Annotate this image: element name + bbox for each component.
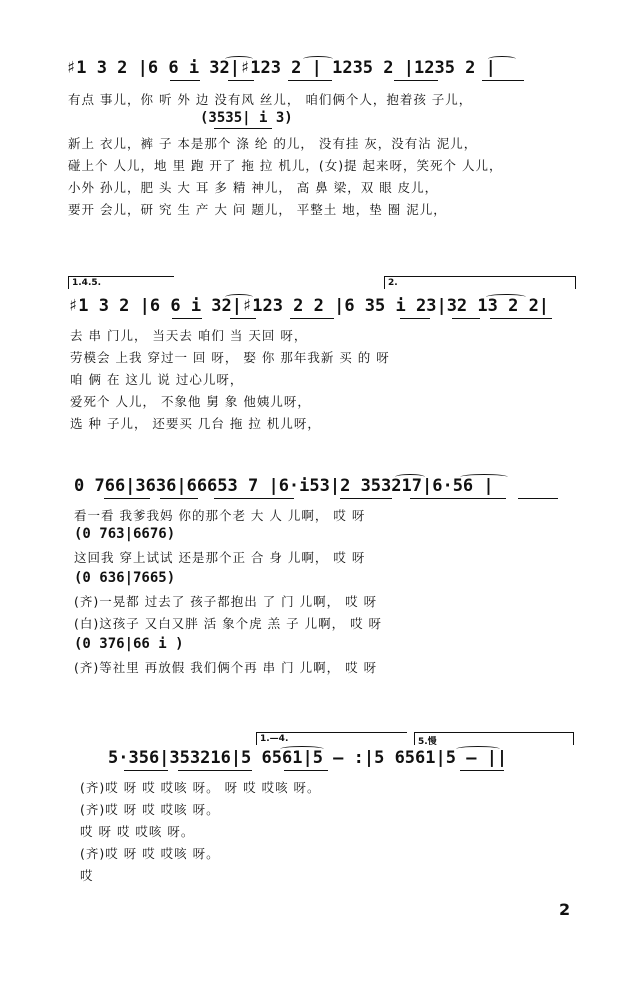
beat-underline <box>490 318 552 319</box>
interlude-notation-3b: (0 636|7665) <box>74 570 176 586</box>
beat-underline <box>178 770 252 771</box>
lyric-line-2-1: 去 串 门儿， 当天去 咱们 当 天回 呀， <box>70 328 308 343</box>
beat-underline <box>410 498 506 499</box>
slur-mark <box>225 56 253 62</box>
slur-mark <box>486 294 526 300</box>
volta-label-4: 5.慢 <box>418 737 437 747</box>
lyric-line-3-1: 看一看 我爹我妈 你的那个老 大 人 儿啊， 哎 呀 <box>74 508 366 523</box>
lyric-line-2-3: 咱 俩 在 这儿 说 过心儿呀， <box>70 372 244 387</box>
beat-underline <box>228 80 254 81</box>
beat-underline <box>124 770 168 771</box>
notation-line-3: 0 766|3636|66653 7 |6·i53|2 353217|6·56 | <box>74 476 494 496</box>
slur-mark <box>225 294 253 300</box>
slur-mark <box>460 474 508 480</box>
beat-underline <box>394 80 438 81</box>
beat-underline <box>104 498 150 499</box>
beat-underline <box>170 80 200 81</box>
beat-underline <box>482 80 524 81</box>
notation-line-4: 5·356|353216|5 6561|5 — :|5 6561|5 — || <box>108 748 508 768</box>
interlude-notation-3a: (0 763|6676) <box>74 526 176 542</box>
lyric-line-4-2: (齐)哎 呀 哎 哎咳 呀。 <box>80 802 220 817</box>
slur-mark <box>488 56 516 62</box>
beat-underline <box>340 498 392 499</box>
lyric-line-3-3: (齐)一晃都 过去了 孩子都抱出 了 门 儿啊， 哎 呀 <box>74 594 378 609</box>
beat-underline <box>288 80 332 81</box>
volta-label-1: 1.4.5. <box>72 278 102 288</box>
notation-line-2: ♯1 3 2 |6 6 i 32|♯123 2 2 |6 35 i 23|32 13 2 2| <box>68 296 550 316</box>
beat-underline <box>284 770 328 771</box>
beat-underline <box>290 318 334 319</box>
beat-underline <box>518 498 558 499</box>
lyric-line-4-3: 哎 呀 哎 哎咳 呀。 <box>80 824 195 839</box>
beat-underline <box>460 770 504 771</box>
lyric-line-4-1: (齐)哎 呀 哎 哎咳 呀。 呀 哎 哎咳 呀。 <box>80 780 321 795</box>
interlude-notation-1: (3535| i 3) <box>200 110 293 126</box>
beat-underline <box>400 318 430 319</box>
slur-mark <box>303 56 333 62</box>
volta-label-2: 2. <box>388 278 398 288</box>
beat-underline <box>214 498 294 499</box>
lyric-line-1-4: 小外 孙儿，肥 头 大 耳 多 精 神儿， 高 鼻 梁，双 眼 皮儿， <box>68 180 439 195</box>
beat-underline <box>230 318 256 319</box>
slur-mark <box>395 474 425 480</box>
lyric-line-1-1: 有点 事儿，你 听 外 边 没有风 丝儿， 咱们俩个人，抱着孩 子儿， <box>68 92 473 107</box>
slur-mark <box>456 746 500 752</box>
beat-underline <box>172 318 202 319</box>
notation-line-1: ♯1 3 2 |6 6 i 32|♯123 2 | 1235 2 |1235 2 | <box>66 58 496 78</box>
interlude-notation-3c: (0 376|66 i ) <box>74 636 184 652</box>
volta-bracket-4 <box>414 732 574 745</box>
beat-underline <box>214 128 272 129</box>
lyric-line-1-3: 碰上个 人儿，地 里 跑 开了 拖 拉 机儿，(女)提 起来呀，笑死个 人儿， <box>68 158 503 173</box>
volta-label-3: 1.—4. <box>260 734 289 744</box>
beat-underline <box>160 498 198 499</box>
volta-bracket-2 <box>384 276 576 289</box>
lyric-line-4-4: (齐)哎 呀 哎 哎咳 呀。 <box>80 846 220 861</box>
lyric-line-2-4: 爱死个 人儿， 不象他 舅 象 他姨儿呀， <box>70 394 311 409</box>
page-number: 2 <box>559 900 571 919</box>
lyric-line-3-5: (齐)等社里 再放假 我们俩个再 串 门 儿啊， 哎 呀 <box>74 660 378 675</box>
lyric-line-2-2: 劳模会 上我 穿过一 回 呀， 娶 你 那年我新 买 的 呀 <box>70 350 390 365</box>
slur-mark <box>280 746 324 752</box>
lyric-line-3-2: 这回我 穿上试试 还是那个正 合 身 儿啊， 哎 呀 <box>74 550 366 565</box>
lyric-line-3-4: (白)这孩子 又白又胖 活 象个虎 羔 子 儿啊， 哎 呀 <box>74 616 383 631</box>
lyric-line-4-5: 哎 <box>80 868 94 883</box>
lyric-line-1-5: 要开 会儿，研 究 生 产 大 问 题儿， 平整土 地，垫 圈 泥儿， <box>68 202 447 217</box>
lyric-line-1-2: 新上 衣儿，裤 子 本是那个 涤 纶 的儿， 没有挂 灰，没有沾 泥儿， <box>68 136 478 151</box>
beat-underline <box>452 318 480 319</box>
lyric-line-2-5: 选 种 子儿， 还要买 几台 拖 拉 机儿呀， <box>70 416 321 431</box>
